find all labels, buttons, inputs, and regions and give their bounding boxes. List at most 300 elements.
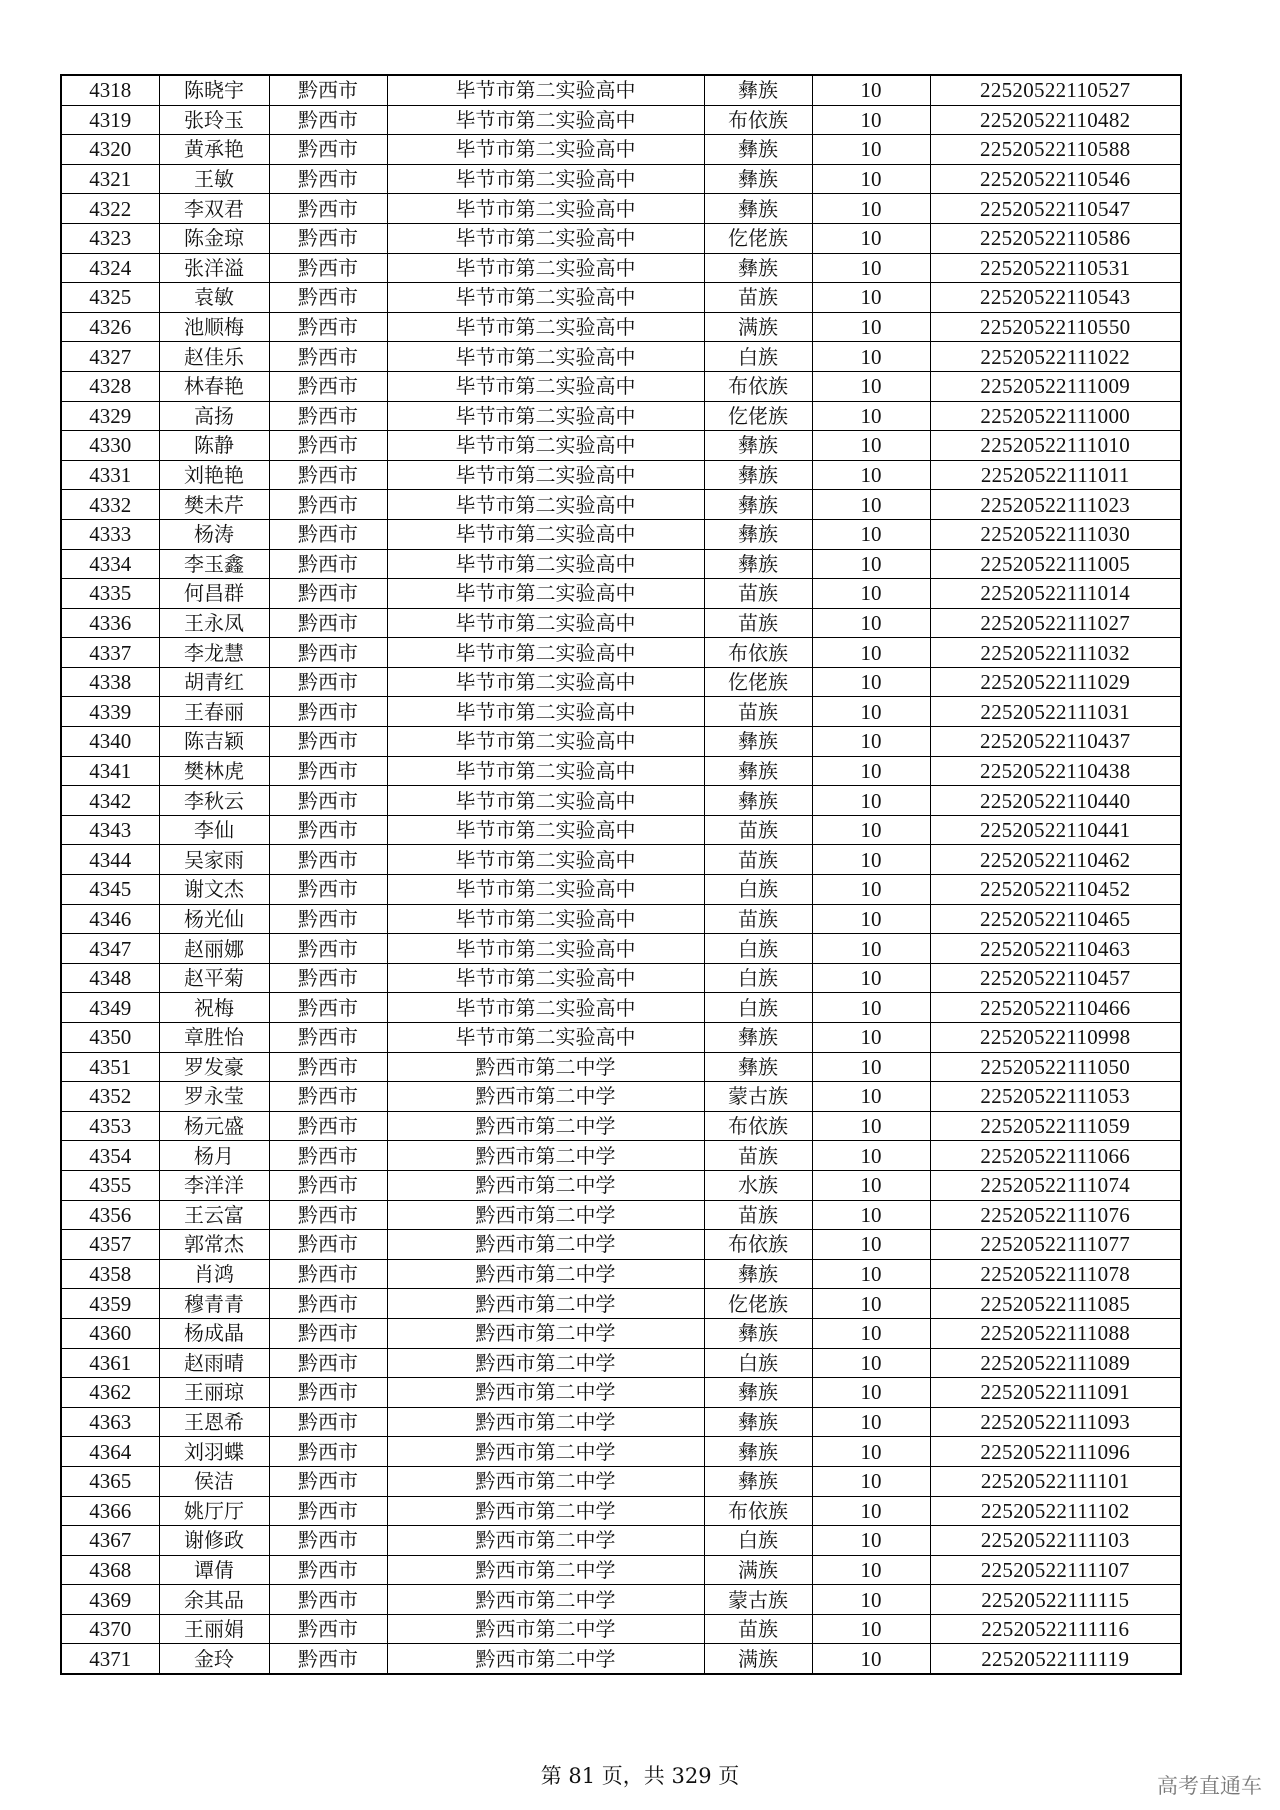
serial-number-cell: 4358 (61, 1259, 159, 1289)
serial-number-cell: 4351 (61, 1052, 159, 1082)
serial-number-cell: 4354 (61, 1141, 159, 1171)
serial-number-cell: 4322 (61, 194, 159, 224)
school-cell: 毕节市第二实验高中 (387, 135, 704, 165)
student-name-cell: 刘羽蝶 (159, 1437, 269, 1467)
ethnicity-cell: 满族 (704, 1644, 812, 1674)
city-cell: 黔西市 (269, 1259, 387, 1289)
ethnicity-cell: 苗族 (704, 815, 812, 845)
watermark-logo: 高考直通车 (1157, 1774, 1262, 1798)
serial-number-cell: 4350 (61, 1023, 159, 1053)
grade-cell: 10 (812, 1170, 930, 1200)
school-cell: 毕节市第二实验高中 (387, 460, 704, 490)
grade-cell: 10 (812, 1230, 930, 1260)
grade-cell: 10 (812, 875, 930, 905)
city-cell: 黔西市 (269, 1023, 387, 1053)
serial-number-cell: 4364 (61, 1437, 159, 1467)
table-row (61, 1023, 1181, 1053)
table-row (61, 1437, 1181, 1467)
table-row (61, 75, 1181, 105)
city-cell: 黔西市 (269, 1496, 387, 1526)
exam-id-cell: 22520522110998 (930, 1023, 1181, 1053)
ethnicity-cell: 白族 (704, 342, 812, 372)
student-name-cell: 肖鸿 (159, 1259, 269, 1289)
school-cell: 毕节市第二实验高中 (387, 549, 704, 579)
city-cell: 黔西市 (269, 667, 387, 697)
grade-cell: 10 (812, 1466, 930, 1496)
serial-number-cell: 4330 (61, 431, 159, 461)
student-name-cell: 何昌群 (159, 579, 269, 609)
school-cell: 毕节市第二实验高中 (387, 993, 704, 1023)
table-row (61, 1407, 1181, 1437)
school-cell: 毕节市第二实验高中 (387, 223, 704, 253)
ethnicity-cell: 彝族 (704, 1052, 812, 1082)
serial-number-cell: 4367 (61, 1526, 159, 1556)
school-cell: 黔西市第二中学 (387, 1526, 704, 1556)
exam-id-cell: 22520522111088 (930, 1318, 1181, 1348)
grade-cell: 10 (812, 342, 930, 372)
student-name-cell: 王丽娟 (159, 1614, 269, 1644)
exam-id-cell: 22520522110531 (930, 253, 1181, 283)
city-cell: 黔西市 (269, 1200, 387, 1230)
student-name-cell: 樊林虎 (159, 756, 269, 786)
school-cell: 毕节市第二实验高中 (387, 786, 704, 816)
ethnicity-cell: 水族 (704, 1170, 812, 1200)
table-row (61, 342, 1181, 372)
student-name-cell: 林春艳 (159, 371, 269, 401)
school-cell: 毕节市第二实验高中 (387, 312, 704, 342)
school-cell: 黔西市第二中学 (387, 1437, 704, 1467)
grade-cell: 10 (812, 815, 930, 845)
school-cell: 黔西市第二中学 (387, 1230, 704, 1260)
exam-id-cell: 22520522111000 (930, 401, 1181, 431)
city-cell: 黔西市 (269, 904, 387, 934)
exam-id-cell: 22520522110527 (930, 75, 1181, 105)
serial-number-cell: 4329 (61, 401, 159, 431)
exam-id-cell: 22520522110463 (930, 934, 1181, 964)
serial-number-cell: 4340 (61, 727, 159, 757)
grade-cell: 10 (812, 727, 930, 757)
school-cell: 毕节市第二实验高中 (387, 845, 704, 875)
grade-cell: 10 (812, 667, 930, 697)
city-cell: 黔西市 (269, 1170, 387, 1200)
ethnicity-cell: 仡佬族 (704, 1289, 812, 1319)
ethnicity-cell: 彝族 (704, 519, 812, 549)
grade-cell: 10 (812, 1289, 930, 1319)
school-cell: 毕节市第二实验高中 (387, 727, 704, 757)
exam-id-cell: 22520522111023 (930, 490, 1181, 520)
exam-id-cell: 22520522111074 (930, 1170, 1181, 1200)
serial-number-cell: 4321 (61, 164, 159, 194)
grade-cell: 10 (812, 135, 930, 165)
student-name-cell: 胡青红 (159, 667, 269, 697)
ethnicity-cell: 苗族 (704, 608, 812, 638)
grade-cell: 10 (812, 1437, 930, 1467)
city-cell: 黔西市 (269, 223, 387, 253)
table-row (61, 1230, 1181, 1260)
table-row (61, 963, 1181, 993)
student-name-cell: 王云富 (159, 1200, 269, 1230)
city-cell: 黔西市 (269, 786, 387, 816)
city-cell: 黔西市 (269, 934, 387, 964)
table-row (61, 727, 1181, 757)
grade-cell: 10 (812, 431, 930, 461)
student-name-cell: 赵雨晴 (159, 1348, 269, 1378)
table-row (61, 1466, 1181, 1496)
school-cell: 毕节市第二实验高中 (387, 697, 704, 727)
exam-id-cell: 22520522111091 (930, 1378, 1181, 1408)
school-cell: 毕节市第二实验高中 (387, 253, 704, 283)
city-cell: 黔西市 (269, 312, 387, 342)
student-name-cell: 李双君 (159, 194, 269, 224)
student-name-cell: 樊未芹 (159, 490, 269, 520)
ethnicity-cell: 彝族 (704, 490, 812, 520)
student-name-cell: 谢修政 (159, 1526, 269, 1556)
ethnicity-cell: 彝族 (704, 75, 812, 105)
table-row (61, 194, 1181, 224)
ethnicity-cell: 彝族 (704, 1437, 812, 1467)
grade-cell: 10 (812, 1378, 930, 1408)
school-cell: 黔西市第二中学 (387, 1614, 704, 1644)
ethnicity-cell: 布依族 (704, 371, 812, 401)
city-cell: 黔西市 (269, 1141, 387, 1171)
school-cell: 毕节市第二实验高中 (387, 342, 704, 372)
table-row (61, 1141, 1181, 1171)
exam-id-cell: 22520522111031 (930, 697, 1181, 727)
serial-number-cell: 4338 (61, 667, 159, 697)
exam-id-cell: 22520522111050 (930, 1052, 1181, 1082)
city-cell: 黔西市 (269, 371, 387, 401)
student-name-cell: 祝梅 (159, 993, 269, 1023)
school-cell: 黔西市第二中学 (387, 1496, 704, 1526)
exam-id-cell: 22520522110441 (930, 815, 1181, 845)
ethnicity-cell: 苗族 (704, 1141, 812, 1171)
ethnicity-cell: 彝族 (704, 1378, 812, 1408)
serial-number-cell: 4339 (61, 697, 159, 727)
table-row (61, 786, 1181, 816)
exam-id-cell: 22520522111116 (930, 1614, 1181, 1644)
student-name-cell: 谭倩 (159, 1555, 269, 1585)
serial-number-cell: 4334 (61, 549, 159, 579)
ethnicity-cell: 彝族 (704, 1259, 812, 1289)
grade-cell: 10 (812, 1318, 930, 1348)
school-cell: 毕节市第二实验高中 (387, 638, 704, 668)
ethnicity-cell: 苗族 (704, 1200, 812, 1230)
ethnicity-cell: 彝族 (704, 194, 812, 224)
serial-number-cell: 4328 (61, 371, 159, 401)
exam-id-cell: 22520522111085 (930, 1289, 1181, 1319)
student-name-cell: 赵佳乐 (159, 342, 269, 372)
city-cell: 黔西市 (269, 1230, 387, 1260)
ethnicity-cell: 苗族 (704, 845, 812, 875)
ethnicity-cell: 白族 (704, 993, 812, 1023)
table-row (61, 1200, 1181, 1230)
table-row (61, 223, 1181, 253)
grade-cell: 10 (812, 164, 930, 194)
grade-cell: 10 (812, 1585, 930, 1615)
table-row (61, 1348, 1181, 1378)
city-cell: 黔西市 (269, 608, 387, 638)
exam-id-cell: 22520522111005 (930, 549, 1181, 579)
grade-cell: 10 (812, 1407, 930, 1437)
school-cell: 毕节市第二实验高中 (387, 194, 704, 224)
table-row (61, 1585, 1181, 1615)
exam-id-cell: 22520522110457 (930, 963, 1181, 993)
exam-id-cell: 22520522110586 (930, 223, 1181, 253)
serial-number-cell: 4343 (61, 815, 159, 845)
exam-id-cell: 22520522111078 (930, 1259, 1181, 1289)
city-cell: 黔西市 (269, 490, 387, 520)
school-cell: 毕节市第二实验高中 (387, 401, 704, 431)
grade-cell: 10 (812, 845, 930, 875)
grade-cell: 10 (812, 1614, 930, 1644)
student-name-cell: 穆青青 (159, 1289, 269, 1319)
city-cell: 黔西市 (269, 638, 387, 668)
serial-number-cell: 4333 (61, 519, 159, 549)
grade-cell: 10 (812, 1052, 930, 1082)
student-name-cell: 王丽琼 (159, 1378, 269, 1408)
school-cell: 毕节市第二实验高中 (387, 75, 704, 105)
school-cell: 黔西市第二中学 (387, 1407, 704, 1437)
table-row (61, 371, 1181, 401)
grade-cell: 10 (812, 993, 930, 1023)
table-row (61, 253, 1181, 283)
ethnicity-cell: 仡佬族 (704, 223, 812, 253)
exam-id-cell: 22520522111010 (930, 431, 1181, 461)
grade-cell: 10 (812, 934, 930, 964)
table-row (61, 579, 1181, 609)
city-cell: 黔西市 (269, 1644, 387, 1674)
school-cell: 黔西市第二中学 (387, 1082, 704, 1112)
serial-number-cell: 4363 (61, 1407, 159, 1437)
grade-cell: 10 (812, 312, 930, 342)
exam-id-cell: 22520522110547 (930, 194, 1181, 224)
grade-cell: 10 (812, 490, 930, 520)
ethnicity-cell: 布依族 (704, 1111, 812, 1141)
page-number: 第 81 页，共 329 页 (540, 1764, 740, 1788)
table-row (61, 312, 1181, 342)
school-cell: 黔西市第二中学 (387, 1259, 704, 1289)
city-cell: 黔西市 (269, 283, 387, 313)
table-row (61, 1289, 1181, 1319)
serial-number-cell: 4347 (61, 934, 159, 964)
exam-id-cell: 22520522111009 (930, 371, 1181, 401)
student-name-cell: 赵平菊 (159, 963, 269, 993)
table-row (61, 105, 1181, 135)
student-name-cell: 杨元盛 (159, 1111, 269, 1141)
student-name-cell: 陈晓宇 (159, 75, 269, 105)
exam-id-cell: 22520522111089 (930, 1348, 1181, 1378)
exam-id-cell: 22520522110440 (930, 786, 1181, 816)
exam-id-cell: 22520522110465 (930, 904, 1181, 934)
serial-number-cell: 4324 (61, 253, 159, 283)
table-row (61, 164, 1181, 194)
grade-cell: 10 (812, 1141, 930, 1171)
table-row (61, 135, 1181, 165)
serial-number-cell: 4320 (61, 135, 159, 165)
student-name-cell: 杨月 (159, 1141, 269, 1171)
city-cell: 黔西市 (269, 1082, 387, 1112)
exam-id-cell: 22520522110482 (930, 105, 1181, 135)
city-cell: 黔西市 (269, 342, 387, 372)
school-cell: 毕节市第二实验高中 (387, 283, 704, 313)
school-cell: 毕节市第二实验高中 (387, 164, 704, 194)
city-cell: 黔西市 (269, 253, 387, 283)
exam-id-cell: 22520522111053 (930, 1082, 1181, 1112)
table-row (61, 993, 1181, 1023)
ethnicity-cell: 白族 (704, 875, 812, 905)
table-row (61, 1318, 1181, 1348)
grade-cell: 10 (812, 194, 930, 224)
school-cell: 毕节市第二实验高中 (387, 1023, 704, 1053)
table-row (61, 1052, 1181, 1082)
city-cell: 黔西市 (269, 579, 387, 609)
ethnicity-cell: 彝族 (704, 1023, 812, 1053)
student-name-cell: 王敏 (159, 164, 269, 194)
grade-cell: 10 (812, 253, 930, 283)
grade-cell: 10 (812, 283, 930, 313)
student-name-cell: 袁敏 (159, 283, 269, 313)
grade-cell: 10 (812, 519, 930, 549)
student-name-cell: 陈静 (159, 431, 269, 461)
school-cell: 毕节市第二实验高中 (387, 963, 704, 993)
grade-cell: 10 (812, 223, 930, 253)
grade-cell: 10 (812, 1200, 930, 1230)
exam-id-cell: 22520522111029 (930, 667, 1181, 697)
city-cell: 黔西市 (269, 431, 387, 461)
city-cell: 黔西市 (269, 1289, 387, 1319)
grade-cell: 10 (812, 1259, 930, 1289)
city-cell: 黔西市 (269, 1348, 387, 1378)
city-cell: 黔西市 (269, 1052, 387, 1082)
serial-number-cell: 4325 (61, 283, 159, 313)
ethnicity-cell: 彝族 (704, 786, 812, 816)
school-cell: 毕节市第二实验高中 (387, 904, 704, 934)
ethnicity-cell: 彝族 (704, 164, 812, 194)
serial-number-cell: 4349 (61, 993, 159, 1023)
student-name-cell: 郭常杰 (159, 1230, 269, 1260)
exam-id-cell: 22520522111014 (930, 579, 1181, 609)
serial-number-cell: 4342 (61, 786, 159, 816)
ethnicity-cell: 白族 (704, 1348, 812, 1378)
exam-id-cell: 22520522111076 (930, 1200, 1181, 1230)
student-name-cell: 姚厅厅 (159, 1496, 269, 1526)
school-cell: 黔西市第二中学 (387, 1200, 704, 1230)
city-cell: 黔西市 (269, 815, 387, 845)
grade-cell: 10 (812, 460, 930, 490)
exam-id-cell: 22520522111032 (930, 638, 1181, 668)
ethnicity-cell: 彝族 (704, 253, 812, 283)
city-cell: 黔西市 (269, 1407, 387, 1437)
exam-id-cell: 22520522111027 (930, 608, 1181, 638)
school-cell: 毕节市第二实验高中 (387, 371, 704, 401)
table-row (61, 1526, 1181, 1556)
school-cell: 毕节市第二实验高中 (387, 934, 704, 964)
student-name-cell: 陈金琼 (159, 223, 269, 253)
exam-id-cell: 22520522110543 (930, 283, 1181, 313)
grade-cell: 10 (812, 579, 930, 609)
serial-number-cell: 4360 (61, 1318, 159, 1348)
grade-cell: 10 (812, 1496, 930, 1526)
table-row (61, 1614, 1181, 1644)
grade-cell: 10 (812, 1348, 930, 1378)
student-name-cell: 黄承艳 (159, 135, 269, 165)
student-name-cell: 罗发豪 (159, 1052, 269, 1082)
serial-number-cell: 4356 (61, 1200, 159, 1230)
grade-cell: 10 (812, 1555, 930, 1585)
grade-cell: 10 (812, 756, 930, 786)
ethnicity-cell: 彝族 (704, 727, 812, 757)
table-row (61, 756, 1181, 786)
school-cell: 黔西市第二中学 (387, 1052, 704, 1082)
exam-id-cell: 22520522111066 (930, 1141, 1181, 1171)
exam-id-cell: 22520522111107 (930, 1555, 1181, 1585)
ethnicity-cell: 仡佬族 (704, 667, 812, 697)
grade-cell: 10 (812, 1111, 930, 1141)
table-row (61, 638, 1181, 668)
roster-body (61, 75, 1181, 1674)
table-row (61, 549, 1181, 579)
school-cell: 毕节市第二实验高中 (387, 756, 704, 786)
exam-id-cell: 22520522111022 (930, 342, 1181, 372)
grade-cell: 10 (812, 1023, 930, 1053)
grade-cell: 10 (812, 371, 930, 401)
ethnicity-cell: 彝族 (704, 431, 812, 461)
city-cell: 黔西市 (269, 105, 387, 135)
city-cell: 黔西市 (269, 756, 387, 786)
serial-number-cell: 4370 (61, 1614, 159, 1644)
city-cell: 黔西市 (269, 1526, 387, 1556)
ethnicity-cell: 彝族 (704, 1407, 812, 1437)
exam-id-cell: 22520522110437 (930, 727, 1181, 757)
city-cell: 黔西市 (269, 401, 387, 431)
serial-number-cell: 4366 (61, 1496, 159, 1526)
student-name-cell: 王永凤 (159, 608, 269, 638)
ethnicity-cell: 彝族 (704, 460, 812, 490)
serial-number-cell: 4337 (61, 638, 159, 668)
ethnicity-cell: 苗族 (704, 697, 812, 727)
city-cell: 黔西市 (269, 1614, 387, 1644)
school-cell: 毕节市第二实验高中 (387, 875, 704, 905)
exam-id-cell: 22520522110462 (930, 845, 1181, 875)
table-row (61, 667, 1181, 697)
table-row (61, 519, 1181, 549)
city-cell: 黔西市 (269, 875, 387, 905)
grade-cell: 10 (812, 786, 930, 816)
school-cell: 黔西市第二中学 (387, 1585, 704, 1615)
student-name-cell: 余其品 (159, 1585, 269, 1615)
table-row (61, 904, 1181, 934)
student-name-cell: 李仙 (159, 815, 269, 845)
exam-id-cell: 22520522111101 (930, 1466, 1181, 1496)
table-row (61, 431, 1181, 461)
school-cell: 黔西市第二中学 (387, 1555, 704, 1585)
serial-number-cell: 4344 (61, 845, 159, 875)
exam-id-cell: 22520522110588 (930, 135, 1181, 165)
ethnicity-cell: 彝族 (704, 756, 812, 786)
grade-cell: 10 (812, 608, 930, 638)
school-cell: 黔西市第二中学 (387, 1466, 704, 1496)
city-cell: 黔西市 (269, 1466, 387, 1496)
exam-id-cell: 22520522110466 (930, 993, 1181, 1023)
exam-id-cell: 22520522110550 (930, 312, 1181, 342)
table-row (61, 1555, 1181, 1585)
exam-id-cell: 22520522111115 (930, 1585, 1181, 1615)
school-cell: 毕节市第二实验高中 (387, 431, 704, 461)
table-row (61, 1496, 1181, 1526)
student-name-cell: 李秋云 (159, 786, 269, 816)
student-name-cell: 吴家雨 (159, 845, 269, 875)
city-cell: 黔西市 (269, 1585, 387, 1615)
